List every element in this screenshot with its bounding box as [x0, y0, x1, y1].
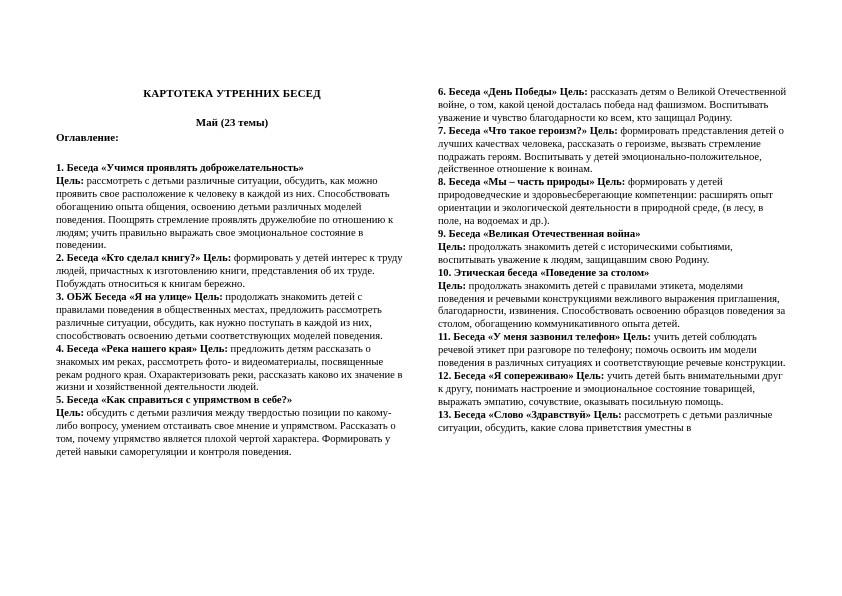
- conversation-entry: [438, 371, 788, 410]
- conversation-entry: [56, 344, 408, 396]
- goal-label: Цель:: [597, 177, 626, 189]
- entry-text: учить детей соблюдать речевой этикет при разговоре по телефону; помочь освоить им модели поведения в различных ситуациях и соответствующие речевые конструкции.: [438, 332, 786, 370]
- goal-label: Цель:: [593, 409, 622, 421]
- goal-label: Цель:: [203, 253, 232, 265]
- entry-heading: 13. Беседа «Слово «Здравствуй»: [438, 409, 591, 421]
- entry-text: рассказать детям о Великой Отечественной войне, о том, какой ценой досталась победа над фашизмом. Воспитывать уважение и чувство благодарности ко всем, кто защищал Родину.: [438, 87, 787, 124]
- entry-text: обсудить с детьми различия между твердостью позиции по какому-либо вопросу, умением отстаивать свое мнение и упрямством. Рассказать о том, почему упрямство является плохой чертой характера. Формировать у детей навыки саморегуляции и контроля поведения.: [56, 408, 396, 458]
- entry-text: рассмотреть с детьми различные ситуации, обсудить, как можно проявить свое расположение к человеку в каждой из них. Способствовать обогащению опыта общения, освоению детьми различных моделей поведения. Поощрять стремление проявлять дружелюбие по отношению к людям; учить правильно выражать свое эмоциональное состояние в поведении.: [56, 175, 394, 252]
- entry-text: продолжать знакомить детей с правилами поведения в общественных местах, предложить рассмотреть различные ситуации, обсудить, как нужно поступать в каждой из них, способствовать освоению детьми соответствующих моделей поведения.: [56, 292, 383, 342]
- toc-label: Оглавление:: [56, 132, 119, 144]
- conversation-entry: [438, 410, 788, 436]
- document-title: КАРТОТЕКА УТРЕННИХ БЕСЕД: [143, 88, 321, 100]
- entry-text: формировать представления детей о лучших качествах человека, рассказать о героизме, вызвать стремление подражать героям. Воспитывать у детей эмоционально-положительное, действенное отношение к воинам.: [438, 125, 784, 176]
- conversation-entry: [438, 87, 788, 126]
- entry-heading: 10. Этическая беседа «Поведение за столом»: [438, 267, 650, 279]
- goal-label: Цель:: [56, 408, 85, 420]
- right-column: [438, 87, 788, 435]
- entry-text: продолжать знакомить детей с правилами этикета, моделями поведения и речевыми конструкциями вежливого выражения приглашения, благодарности, извинения. Способствовать освоению образцов поведения за столом, обогащению коммуникативного опыта детей.: [438, 280, 786, 331]
- conversation-entry: [56, 253, 408, 292]
- entry-heading: 6. Беседа «День Победы»: [438, 87, 558, 98]
- conversation-entry: [438, 177, 788, 229]
- entry-heading: 11. Беседа «У меня зазвонил телефон»: [438, 332, 621, 344]
- conversation-entry: [56, 163, 408, 253]
- goal-label: Цель:: [589, 125, 618, 137]
- entry-heading: 1. Беседа «Учимся проявлять доброжелательность»: [56, 163, 304, 174]
- entry-heading: 12. Беседа «Я сопереживаю»: [438, 370, 574, 382]
- entry-heading: 2. Беседа «Кто сделал книгу?»: [56, 253, 201, 265]
- entry-heading: 7. Беседа «Что такое героизм?»: [438, 125, 588, 137]
- conversation-entry: [56, 292, 408, 344]
- entry-heading: 5. Беседа «Как справиться с упрямством в себе?»: [56, 395, 293, 407]
- conversation-entry: [438, 332, 788, 371]
- entry-text: рассмотреть с детьми различные ситуации, обсудить, какие слова приветствия уместны в: [438, 409, 773, 434]
- entry-heading: 8. Беседа «Мы – часть природы»: [438, 177, 595, 189]
- goal-label: Цель:: [194, 292, 223, 304]
- entry-text: формировать у детей интерес к труду людей, причастных к изготовлению книги, представления об их труде. Побуждать относиться к книгам бережно.: [56, 253, 403, 291]
- goal-label: Цель:: [199, 343, 228, 355]
- conversation-entry: [438, 268, 788, 333]
- document-subtitle: Май (23 темы): [195, 117, 269, 129]
- conversation-entry: [438, 229, 788, 268]
- entry-text: продолжать знакомить детей с историческими событиями, воспитывать уважение к людям, защищавшим свою Родину.: [438, 241, 733, 266]
- goal-label: Цель:: [559, 87, 588, 98]
- conversation-entry: [56, 395, 408, 460]
- entry-text: формировать у детей природоведческие и здоровьесберегающие компетенции: расширять опыт ориентации и экологической деятельности в природной среде, (в лесу, в поле, на водоемах и др.).: [438, 177, 773, 228]
- left-column: [56, 163, 408, 460]
- goal-label: Цель:: [438, 280, 467, 292]
- entry-heading: 3. ОБЖ Беседа «Я на улице»: [56, 292, 193, 304]
- goal-label: Цель:: [438, 241, 467, 253]
- conversation-entry: [438, 126, 788, 178]
- entry-heading: 4. Беседа «Река нашего края»: [56, 343, 198, 355]
- goal-label: Цель:: [622, 332, 651, 344]
- entry-text: учить детей быть внимательными друг к другу, понимать настроение и эмоциональное состояние товарищей, выражать эмпатию, сочувствие, оказывать посильную помощь.: [438, 370, 783, 408]
- goal-label: Цель:: [56, 175, 85, 187]
- entry-text: предложить детям рассказать о знакомых им реках, рассмотреть фото- и видеоматериалы, посвященные рекам родного края. Охарактеризовать реки, рассказать каково их значение в жизни и хозяйственной деятельности людей.: [56, 343, 403, 394]
- goal-label: Цель:: [576, 370, 605, 382]
- entry-heading: 9. Беседа «Великая Отечественная война»: [438, 228, 641, 240]
